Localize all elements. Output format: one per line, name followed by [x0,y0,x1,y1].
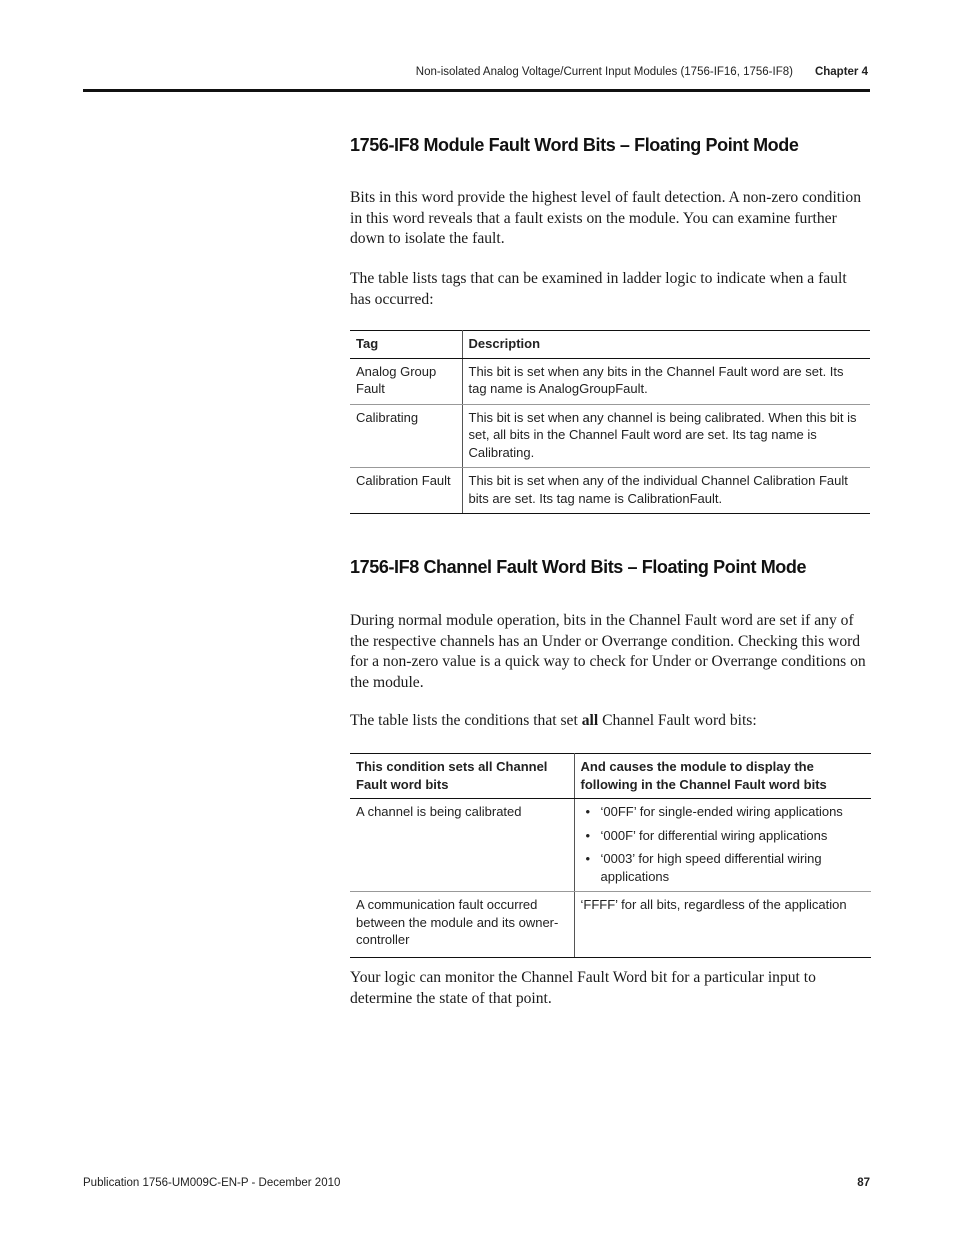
column-header-condition: This condition sets all Channel Fault word bits [350,754,574,799]
emphasis-all: all [581,712,599,729]
chapter-label: Chapter 4 [814,66,868,78]
section2-paragraph-3-wrap [350,968,870,1009]
publication-info: Publication 1756-UM009C-EN-P - December 2010 [83,1177,341,1189]
description-cell: This bit is set when any bits in the Channel Fault word are set. Its tag name is AnalogGroupFault. [462,358,870,404]
section2-paragraph-2-wrap [350,711,870,732]
channel-fault-table [350,753,871,958]
section-module-fault-heading-wrap [350,135,870,156]
description-cell: This bit is set when any channel is being calibrated. When this bit is set, all bits in the Channel Fault word are set. Its tag name is Calibrating. [462,404,870,468]
module-fault-table-wrap [350,330,870,514]
table-row [350,358,870,404]
section1-paragraph-2: The table lists tags that can be examined in ladder logic to indicate when a fault has occurred: [350,270,847,308]
tag-cell: Calibrating [350,404,462,468]
section1-paragraph-1: Bits in this word provide the highest level of fault detection. A non-zero condition in this word reveals that a fault exists on the module. You can examine further down to isolate the fault. [350,189,862,247]
condition-cell: A channel is being calibrated [350,799,574,892]
channel-fault-table-wrap [350,753,871,958]
paragraph-text-after: Channel Fault word bits: [598,712,757,729]
table-row [350,468,870,514]
table-header-row [350,754,871,799]
running-title: Non-isolated Analog Voltage/Current Input Modules (1756-IF16, 1756-IF8) [415,66,793,78]
result-cell [574,799,871,892]
result-bullet-list [581,803,866,885]
section1-paragraph-2-wrap [350,269,870,310]
result-cell: ‘FFFF’ for all bits, regardless of the application [574,892,871,958]
tag-cell: Analog Group Fault [350,358,462,404]
table-row [350,799,871,892]
section2-paragraph-1-wrap [350,611,870,693]
column-header-tag: Tag [350,331,462,359]
section-heading-module-fault: 1756-IF8 Module Fault Word Bits – Floating Point Mode [350,135,799,155]
section1-paragraph-1-wrap [350,188,870,250]
section2-paragraph-3: Your logic can monitor the Channel Fault Word bit for a particular input to determine the state of that point. [350,969,816,1007]
section2-paragraph-2 [350,711,870,732]
table-row [350,892,871,958]
column-header-description: Description [462,331,870,359]
paragraph-text-before: The table lists the conditions that set [350,712,582,729]
list-item: • ‘000F’ for differential wiring applications [581,827,866,845]
tag-cell: Calibration Fault [350,468,462,514]
section-heading-channel-fault: 1756-IF8 Channel Fault Word Bits – Floating Point Mode [350,557,807,577]
list-item: • ‘0003’ for high speed differential wiring applications [581,850,866,885]
table-row [350,404,870,468]
page-number: 87 [857,1177,870,1189]
running-header [416,66,868,78]
section2-paragraph-1: During normal module operation, bits in the Channel Fault word are set if any of the respective channels has an Under or Overrange condition. Checking this word for a non-zero value is a quick way to check for Under or Overrange conditions on the module. [350,612,866,691]
description-cell: This bit is set when any of the individual Channel Calibration Fault bits are set. Its tag name is CalibrationFault. [462,468,870,514]
page-footer [83,1177,870,1189]
column-header-result: And causes the module to display the following in the Channel Fault word bits [574,754,871,799]
header-rule [83,89,870,92]
section-channel-fault-heading-wrap [350,557,870,578]
condition-cell: A communication fault occurred between the module and its owner-controller [350,892,574,958]
list-item: • ‘00FF’ for single-ended wiring applications [581,803,866,821]
module-fault-table [350,330,870,514]
table-header-row [350,331,870,359]
